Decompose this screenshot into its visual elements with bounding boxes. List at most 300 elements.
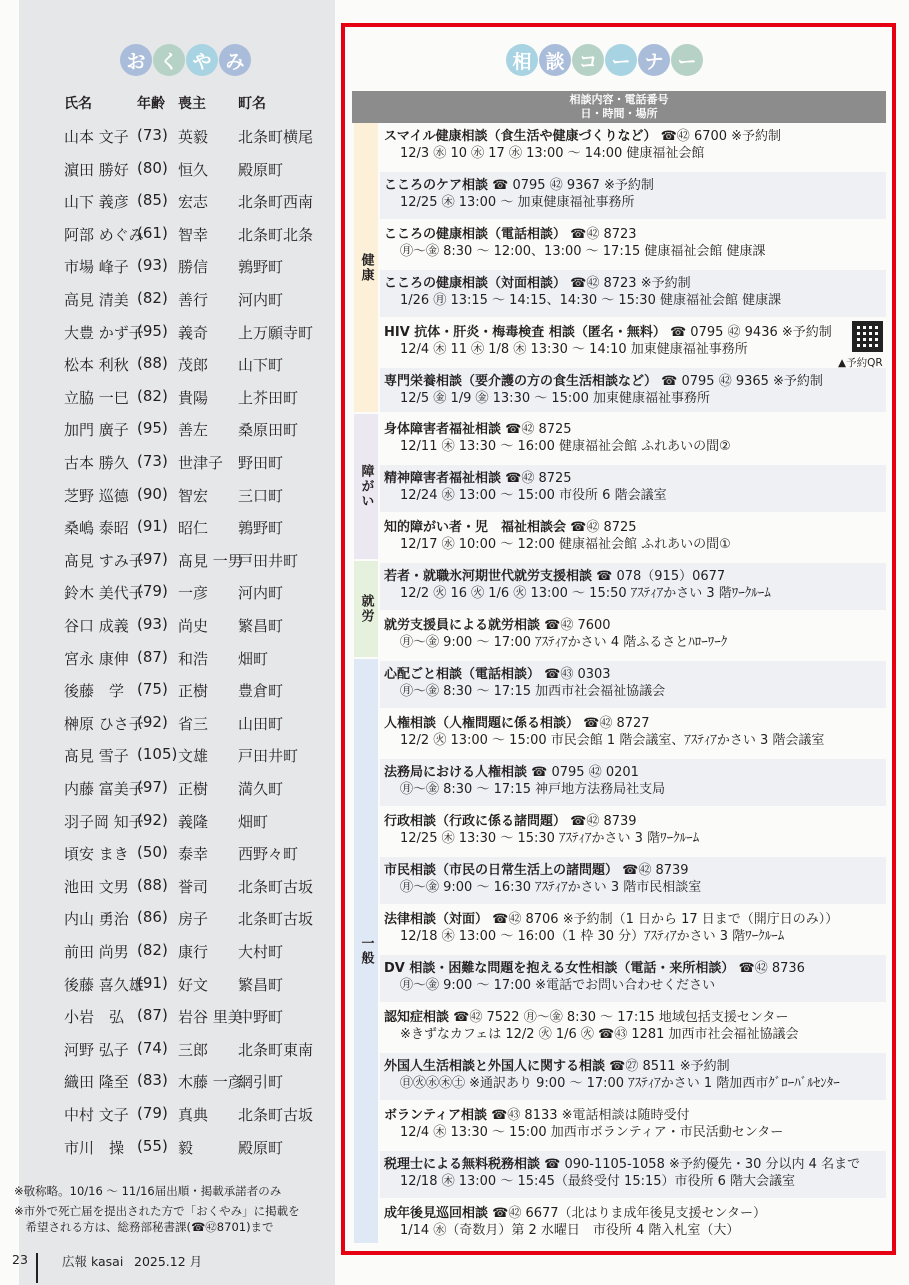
okuyami-row (0, 1039, 316, 1072)
consultation-detail: ㊊～㊎ 9:00 ～ 17:00 ｱｽﾃｨｱかさい 4 階ふるさとﾊﾛｰﾜｰｸ (400, 635, 728, 650)
chief-mourner: 英毅 (178, 128, 209, 146)
consultation-name: HIV 抗体・肝炎・梅毒検査 相談（匿名・無料） (384, 325, 666, 340)
okuyami-title-char: や (186, 44, 218, 76)
entry-title-line (384, 666, 886, 683)
consultation-entry (380, 1151, 886, 1198)
category-label: 就労 (358, 594, 374, 624)
town-name: 三口町 (238, 486, 284, 505)
consultation-name: 法務局における人権相談 (384, 765, 528, 780)
okuyami-title-char: く (153, 44, 185, 76)
town-name: 北条町北条 (238, 225, 314, 244)
consultation-detail: ㊐㊋㊌㊍㊏ ※通訳あり 9:00 ～ 17:00 ｱｽﾃｨｱかさい 1 階加西市ｸﾞﾛｰﾊﾞﾙｾﾝﾀｰ (400, 1076, 840, 1091)
consultation-name: こころの健康相談（電話相談） (384, 227, 567, 242)
deceased-name: 加門 廣子 (64, 421, 129, 440)
okuyami-row (0, 485, 316, 518)
town-name: 山下町 (238, 356, 284, 375)
consultation-detail: 12/2 ㊋ 13:00 ～ 15:00 市民会館 1 階会議室、ｱｽﾃｨｱかさい 3 階会議室 (400, 733, 825, 748)
consultation-contact: ☎ 0795 ㊷ 9367 ※予約制 (488, 178, 654, 193)
okuyami-title (120, 44, 251, 76)
consultation-contact: ☎㊸ 0303 (540, 667, 611, 682)
footer-divider (36, 1253, 38, 1283)
publication-name: 広報 kasai (62, 1254, 124, 1269)
okuyami-row (0, 126, 316, 159)
town-name: 北条町古坂 (238, 877, 314, 896)
town-name: 戸田井町 (238, 747, 299, 766)
consultation-entry (380, 710, 886, 757)
consultation-name: 行政相談（行政に係る諸問題） (384, 814, 567, 829)
chief-mourner: 恒久 (178, 160, 209, 179)
consultation-entry (380, 1004, 886, 1051)
okuyami-row (0, 843, 316, 876)
chief-mourner: 毅 (178, 1138, 194, 1157)
deceased-age: (75) (137, 680, 168, 699)
deceased-age: (95) (137, 321, 168, 340)
chief-mourner: 貴陽 (178, 388, 209, 407)
consultation-name: 若者・就職氷河期世代就労支援相談 (384, 569, 593, 584)
col-header-chief: 喪主 (178, 96, 206, 112)
consultation-contact: ☎㊷ 7600 (540, 618, 611, 633)
deceased-name: 芝野 巡德 (64, 486, 129, 505)
consultation-detail: 12/24 ㊌ 13:00 ～ 15:00 市役所 6 階会議室 (400, 488, 667, 503)
consultation-name: DV 相談・困難な問題を抱える女性相談（電話・来所相談） (384, 961, 735, 976)
chief-mourner: 好文 (178, 975, 209, 994)
consultation-detail: ㊊～㊎ 8:30 ～ 17:15 加西市社会福祉協議会 (400, 684, 666, 699)
deceased-age: (73) (137, 452, 168, 470)
deceased-age: (97) (137, 778, 168, 796)
note-line: 希望される方は、総務部秘書課(☎㊷8701)まで (14, 1220, 274, 1234)
town-name: 豊倉町 (238, 682, 284, 701)
consultation-entry (380, 1200, 886, 1243)
town-name: 戸田井町 (238, 551, 299, 570)
consultation-detail: 1/14 ㊌（奇数月）第 2 水曜日 市役所 4 階入札室（大） (400, 1223, 740, 1238)
deceased-name: 古本 勝久 (64, 454, 129, 472)
deceased-age: (80) (137, 158, 168, 177)
town-name: 満久町 (238, 780, 284, 798)
okuyami-row (0, 354, 316, 387)
okuyami-row (0, 615, 316, 648)
consultation-contact: ☎ 078（915）0677 (592, 569, 726, 584)
consultation-detail: 12/25 ㊍ 13:00 ～ 加東健康福祉事務所 (400, 195, 635, 210)
note-line: ※敬称略。10/16 ～ 11/16届出順・掲載承諾者のみ (14, 1184, 282, 1198)
consultation-name: こころのケア相談 (384, 178, 489, 193)
deceased-age: (73) (137, 126, 168, 144)
deceased-name: 榊原 ひさ子 (64, 714, 144, 733)
chief-mourner: 房子 (178, 910, 209, 929)
chief-mourner: 文雄 (178, 747, 209, 766)
consultation-name: 身体障害者福祉相談 (384, 422, 502, 437)
consultation-name: スマイル健康相談（食生活や健康づくりなど） (384, 129, 657, 144)
entry-title-line (384, 1107, 886, 1124)
town-name: 上芥田町 (238, 388, 299, 407)
town-name: 北条町古坂 (238, 910, 314, 929)
deceased-name: 鈴木 美代子 (64, 584, 144, 603)
consultation-contact: ☎㊸ 8133 ※電話相談は随時受付 (486, 1108, 690, 1123)
okuyami-row (0, 159, 316, 192)
consultation-entry (380, 661, 886, 708)
deceased-age: (105) (137, 745, 178, 764)
entry-title-line (384, 226, 886, 243)
category-disability (354, 414, 378, 559)
consultation-entry (380, 270, 886, 317)
okuyami-row (0, 941, 316, 974)
okuyami-row (0, 974, 316, 1007)
entry-title-line (384, 813, 886, 830)
consultation-entry (380, 172, 886, 219)
chief-mourner: 岩谷 里美 (178, 1008, 243, 1027)
entry-title-line (384, 1156, 886, 1173)
town-name: 河内町 (238, 584, 284, 603)
entry-title-line (384, 177, 886, 194)
consultation-entry (380, 906, 886, 953)
chief-mourner: 世津子 (178, 454, 224, 472)
consultation-name: ボランティア相談 (384, 1108, 487, 1123)
deceased-name: 髙見 すみ子 (64, 551, 144, 570)
entry-title-line (384, 568, 886, 585)
okuyami-row (0, 550, 316, 583)
town-name: 西野々町 (238, 845, 299, 864)
category-label: 障がい (358, 464, 374, 509)
chief-mourner: 善左 (178, 421, 209, 440)
consultation-name: 外国人生活相談と外国人に関する相談 (384, 1059, 606, 1074)
entry-title-line (384, 960, 886, 977)
okuyami-row (0, 648, 316, 681)
town-name: 畑町 (238, 649, 269, 668)
consultation-contact: ☎㊷ 6700 ※予約制 (656, 129, 782, 144)
okuyami-row (0, 745, 316, 778)
consultation-contact: ☎㊷ 8739 (618, 863, 689, 878)
consultation-name: 成年後見巡回相談 (384, 1206, 489, 1221)
deceased-age: (97) (137, 549, 168, 568)
deceased-age: (92) (137, 810, 168, 829)
deceased-age: (87) (137, 647, 168, 666)
deceased-name: 後藤 喜久雄 (64, 975, 144, 994)
deceased-age: (90) (137, 484, 168, 503)
consultation-entry (380, 857, 886, 904)
deceased-name: 立脇 一巳 (64, 388, 129, 407)
entry-title-line (384, 421, 886, 438)
consultation-name: 市民相談（市民の日常生活上の諸問題） (384, 863, 619, 878)
deceased-name: 頃安 まき (64, 845, 129, 864)
chief-mourner: 省三 (178, 714, 209, 733)
consultation-detail: 1/26 ㊊ 13:15 ～ 14:15、14:30 ～ 15:30 健康福祉会館 健康課 (400, 293, 782, 308)
category-employment (354, 561, 378, 657)
consultation-contact: ☎㊷ 8706 ※予約制（1 日から 17 日まで（開庁日のみ）） (488, 912, 839, 927)
town-name: 繁昌町 (238, 975, 284, 994)
entry-title-line (384, 862, 886, 879)
soudan-title-char: ナ (638, 44, 670, 76)
okuyami-row (0, 256, 316, 289)
entry-title-line (384, 324, 886, 341)
consultation-entry (380, 808, 886, 855)
consultation-entry (380, 514, 886, 559)
chief-mourner: 木藤 一彦 (178, 1073, 243, 1092)
chief-mourner: 三郎 (178, 1040, 209, 1059)
deceased-name: 市場 峰子 (64, 258, 129, 277)
consultation-entry (380, 612, 886, 657)
consultation-detail: 12/18 ㊍ 13:00 ～ 16:00（1 枠 30 分）ｱｽﾃｨｱかさい 3 階ﾜｰｸﾙｰﾑ (400, 929, 785, 944)
consultation-name: 知的障がい者・児 福祉相談会 (384, 520, 567, 535)
deceased-name: 髙見 雪子 (64, 747, 129, 766)
entry-title-line (384, 911, 886, 928)
okuyami-notes (14, 1183, 314, 1235)
consultation-name: こころの健康相談（対面相談） (384, 276, 567, 291)
town-name: 殿原町 (238, 160, 284, 179)
soudan-title-char: コ (572, 44, 604, 76)
town-name: 北条町西南 (238, 193, 314, 212)
consultation-entry (380, 221, 886, 268)
town-name: 北条町横尾 (238, 128, 314, 146)
deceased-age: (95) (137, 419, 168, 438)
okuyami-row (0, 680, 316, 713)
category-health (354, 123, 378, 412)
consultation-name: 法律相談（対面） (384, 912, 489, 927)
okuyami-title-char: お (120, 44, 152, 76)
deceased-age: (93) (137, 256, 168, 275)
chief-mourner: 髙見 一男 (178, 551, 243, 570)
consultation-detail: 12/17 ㊌ 10:00 ～ 12:00 健康福祉会館 ふれあいの間① (400, 537, 731, 552)
consultation-detail: 12/4 ㊍ 13:30 ～ 15:00 加西市ボランティア・市民活動センター (400, 1125, 784, 1140)
okuyami-row (0, 582, 316, 615)
consultation-detail: ㊊～㊎ 9:00 ～ 17:00 ※電話でお問い合わせください (400, 978, 716, 993)
table-header (352, 91, 886, 123)
chief-mourner: 宏志 (178, 193, 209, 212)
consultation-contact: ☎㊷ 8725 (501, 471, 572, 486)
chief-mourner: 智幸 (178, 225, 209, 244)
okuyami-row (0, 191, 316, 224)
deceased-name: 羽子岡 知子 (64, 812, 144, 831)
consultation-contact: ☎㊷ 8723 (566, 227, 637, 242)
consultation-contact: ☎㊷ 8727 (579, 716, 650, 731)
consultation-name: 専門栄養相談（要介護の方の食生活相談など） (384, 374, 658, 389)
okuyami-row (0, 387, 316, 420)
chief-mourner: 昭仁 (178, 519, 209, 538)
col-header-name: 氏名 (64, 96, 92, 112)
consultation-detail: ㊊～㊎ 8:30 ～ 12:00、13:00 ～ 17:15 健康福祉会館 健康課 (400, 244, 766, 259)
consultation-contact: ☎㊷ 8725 (566, 520, 637, 535)
deceased-name: 内山 勇治 (64, 910, 129, 929)
consultation-contact: ☎㉗ 8511 ※予約制 (605, 1059, 730, 1074)
deceased-age: (91) (137, 973, 168, 992)
town-name: 野田町 (238, 454, 284, 472)
entry-title-line (384, 373, 886, 390)
consultation-detail: ※きずなカフェは 12/2 ㊋ 1/6 ㊋ ☎㊸ 1281 加西市社会福祉協議会 (400, 1027, 799, 1042)
deceased-name: 河野 弘子 (64, 1040, 129, 1059)
okuyami-title-char: み (219, 44, 251, 76)
okuyami-row (0, 289, 316, 322)
okuyami-row (0, 778, 316, 811)
deceased-name: 池田 文男 (64, 877, 129, 896)
okuyami-row (0, 713, 316, 746)
deceased-age: (55) (137, 1136, 168, 1155)
consultation-contact: ☎ 0795 ㊷ 9436 ※予約制 (665, 325, 832, 340)
consultation-contact: ☎ 0795 ㊷ 9365 ※予約制 (657, 374, 823, 389)
town-name: 鶉野町 (238, 258, 284, 277)
table-header-line: 日・時間・場所 (580, 107, 658, 120)
entry-title-line (384, 519, 886, 536)
category-label: 一般 (358, 936, 374, 966)
chief-mourner: 義隆 (178, 812, 209, 831)
deceased-name: 高見 清美 (64, 291, 129, 309)
consultation-name: 心配ごと相談（電話相談） (384, 667, 541, 682)
consultation-name: 認知症相談 (384, 1010, 450, 1025)
deceased-name: 谷口 成義 (64, 617, 129, 635)
town-name: 繁昌町 (238, 617, 284, 635)
town-name: 桑原田町 (238, 421, 299, 440)
deceased-name: 小岩 弘 (64, 1008, 125, 1027)
okuyami-row (0, 322, 316, 355)
okuyami-row (0, 1006, 316, 1039)
consultation-detail: 12/2 ㊋ 16 ㊋ 1/6 ㊋ 13:00 ～ 15:50 ｱｽﾃｨｱかさい 3 階ﾜｰｸﾙｰﾑ (400, 586, 771, 601)
consultation-name: 就労支援員による就労相談 (384, 618, 541, 633)
note-line: ※市外で死亡届を提出された方で「おくやみ」に掲載を (14, 1204, 300, 1218)
consultation-contact: ☎ 090-1105-1058 ※予約優先・30 分以内 4 名まで (540, 1157, 861, 1172)
deceased-name: 山下 義彦 (64, 193, 129, 212)
deceased-age: (83) (137, 1071, 168, 1090)
entry-title-line (384, 1009, 886, 1026)
consultation-contact: ☎㊷ 8725 (501, 422, 572, 437)
okuyami-row (0, 1071, 316, 1104)
soudan-title-char: ー (671, 44, 703, 76)
consultation-detail: 12/18 ㊍ 13:00 ～ 15:45（最終受付 15:15）市役所 6 階大会議室 (400, 1174, 796, 1189)
town-name: 網引町 (238, 1073, 284, 1092)
chief-mourner: 正樹 (178, 682, 209, 701)
okuyami-row (0, 811, 316, 844)
chief-mourner: 誉司 (178, 877, 209, 896)
consultation-entry (380, 123, 886, 170)
deceased-name: 山本 文子 (64, 128, 129, 146)
consultation-entry (380, 368, 886, 412)
table-header-line: 相談内容・電話番号 (569, 93, 669, 106)
consultation-entry (380, 759, 886, 806)
qr-code[interactable] (852, 321, 883, 352)
chief-mourner: 泰幸 (178, 845, 209, 864)
consultation-name: 税理士による無料税務相談 (384, 1157, 541, 1172)
deceased-name: 濵田 勝好 (64, 160, 129, 179)
deceased-name: 大豊 かず子 (64, 323, 144, 342)
chief-mourner: 善行 (178, 291, 209, 309)
consultation-entry (380, 465, 886, 512)
town-name: 大村町 (238, 943, 284, 961)
consultation-name: 人権相談（人権問題に係る相談） (384, 716, 580, 731)
qr-label: ▲予約QR (838, 357, 883, 369)
entry-title-line (384, 1205, 886, 1222)
deceased-age: (74) (137, 1038, 168, 1057)
chief-mourner: 尚史 (178, 617, 209, 635)
chief-mourner: 和浩 (178, 649, 209, 668)
deceased-name: 織田 隆至 (64, 1073, 129, 1092)
consultation-contact: ☎㊷ 6677（北はりま成年後見支援センター） (488, 1206, 767, 1221)
entry-title-line (384, 764, 886, 781)
okuyami-row (0, 419, 316, 452)
consultation-name: 精神障害者福祉相談 (384, 471, 502, 486)
entry-title-line (384, 1058, 886, 1075)
town-name: 殿原町 (238, 1138, 284, 1157)
deceased-name: 後藤 学 (64, 682, 125, 701)
deceased-age: (85) (137, 191, 168, 210)
chief-mourner: 正樹 (178, 780, 209, 798)
entry-title-line (384, 128, 886, 145)
consultation-entry (380, 319, 886, 366)
deceased-age: (86) (137, 908, 168, 927)
town-name: 山田町 (238, 714, 284, 733)
consultation-contact: ☎㊷ 8723 ※予約制 (566, 276, 691, 291)
soudan-title-char: 相 (506, 44, 538, 76)
soudan-title-char: 談 (539, 44, 571, 76)
deceased-age: (88) (137, 875, 168, 894)
town-name: 上万願寺町 (238, 323, 314, 342)
col-header-town: 町名 (238, 96, 266, 112)
consultation-detail: 12/25 ㊍ 13:30 ～ 15:30 ｱｽﾃｨｱかさい 3 階ﾜｰｸﾙｰﾑ (400, 831, 700, 846)
deceased-name: 松本 利秋 (64, 356, 129, 375)
consultation-detail: 12/5 ㊎ 1/9 ㊎ 13:30 ～ 15:00 加東健康福祉事務所 (400, 391, 710, 406)
consultation-detail: 12/4 ㊍ 11 ㊍ 1/8 ㊍ 13:30 ～ 14:10 加東健康福祉事務所 (400, 342, 748, 357)
deceased-age: (61) (137, 223, 168, 242)
consultation-entry (380, 1053, 886, 1100)
town-name: 中野町 (238, 1008, 284, 1027)
col-header-age: 年齢 (137, 96, 165, 112)
consultation-detail: 12/3 ㊌ 10 ㊌ 17 ㊌ 13:00 ～ 14:00 健康福祉会館 (400, 146, 705, 161)
town-name: 畑町 (238, 812, 269, 831)
deceased-age: (82) (137, 941, 168, 959)
consultation-contact: ☎ 0795 ㊷ 0201 (527, 765, 639, 780)
deceased-age: (50) (137, 843, 168, 862)
consultation-entry (380, 416, 886, 463)
deceased-age: (88) (137, 354, 168, 373)
okuyami-row (0, 1137, 316, 1170)
deceased-name: 中村 文子 (64, 1106, 129, 1124)
okuyami-row (0, 908, 316, 941)
consultation-contact: ☎㊷ 8739 (566, 814, 637, 829)
soudan-title (506, 44, 703, 76)
okuyami-row (0, 1104, 316, 1137)
deceased-age: (79) (137, 1104, 168, 1122)
chief-mourner: 茂郎 (178, 356, 209, 375)
consultation-entry (380, 1102, 886, 1149)
soudan-title-char: ー (605, 44, 637, 76)
entry-title-line (384, 470, 886, 487)
publication-date: 2025.12 月 (134, 1254, 203, 1269)
category-label: 健康 (358, 252, 374, 283)
town-name: 河内町 (238, 291, 284, 309)
consultation-contact: ☎㊷ 8736 (734, 961, 805, 976)
deceased-name: 宮永 康伸 (64, 649, 129, 668)
deceased-name: 桑嶋 泰昭 (64, 519, 129, 538)
entry-title-line (384, 275, 886, 292)
deceased-name: 市川 操 (64, 1138, 125, 1157)
town-name: 鶉野町 (238, 519, 284, 538)
chief-mourner: 義奇 (178, 323, 209, 342)
chief-mourner: 康行 (178, 943, 209, 961)
consultation-detail: 12/11 ㊍ 13:30 ～ 16:00 健康福祉会館 ふれあいの間② (400, 439, 731, 454)
consultation-detail: ㊊～㊎ 8:30 ～ 17:15 神戸地方法務局社支局 (400, 782, 666, 797)
page-number: 23 (12, 1252, 28, 1267)
deceased-age: (79) (137, 582, 168, 601)
deceased-age: (82) (137, 289, 168, 307)
consultation-entry (380, 955, 886, 1002)
deceased-age: (93) (137, 615, 168, 633)
category-general (354, 659, 378, 1243)
deceased-name: 前田 尚男 (64, 943, 129, 961)
deceased-age: (82) (137, 386, 168, 405)
consultation-contact: ☎㊷ 7522 ㊊～㊎ 8:30 ～ 17:15 地域包括支援センター (449, 1010, 789, 1025)
town-name: 北条町東南 (238, 1040, 314, 1059)
entry-title-line (384, 715, 886, 732)
chief-mourner: 一彦 (178, 584, 209, 603)
consultation-detail: ㊊～㊎ 9:00 ～ 16:30 ｱｽﾃｨｱかさい 3 階市民相談室 (400, 880, 702, 895)
deceased-age: (87) (137, 1006, 168, 1025)
okuyami-row (0, 876, 316, 909)
chief-mourner: 勝信 (178, 258, 209, 277)
